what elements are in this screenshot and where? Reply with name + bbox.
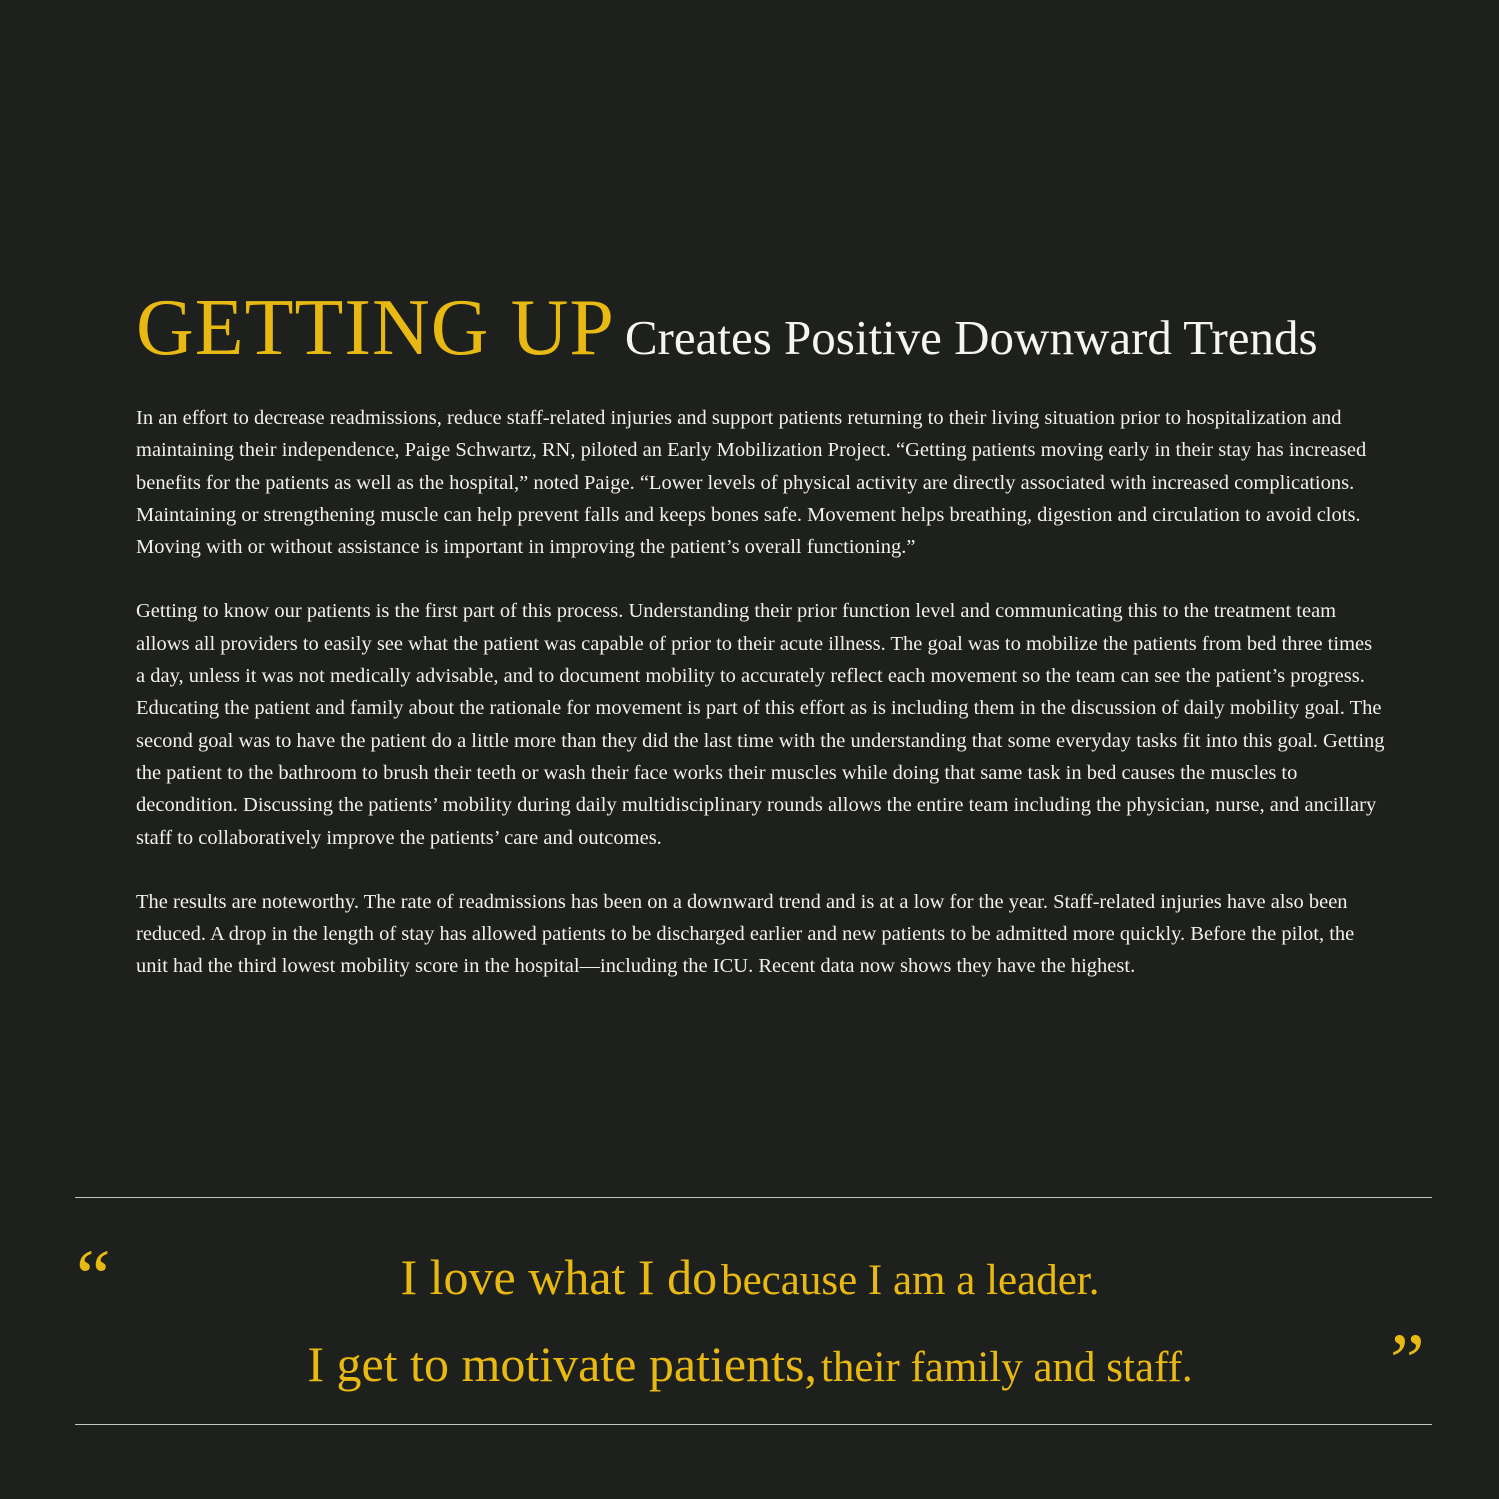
open-quote-icon: “ [76,1233,111,1320]
page-title [136,284,1396,372]
paragraph-intro: In an effort to decrease readmissions, reduce staff-related injuries and support patients returning to their living situation prior to hospitalization and maintaining their independence, Paige Schwartz, RN, piloted an Early Mobilization Project. “Getting patients moving early in their stay has increased benefits for the patients as well as the hospital,” noted Paige. “Lower levels of physical activity are directly associated with increased complications. Maintaining or strengthening muscle can help prevent falls and keeps bones safe. Movement helps breathing, digestion and circulation to avoid clots. Moving with or without assistance is important in improving the patient’s overall functioning.” [136,407,1367,559]
article-body [136,402,1386,983]
pull-quote-line-1 [150,1240,1350,1327]
title-emphasis: GETTING UP [136,284,615,372]
paragraph-process: Getting to know our patients is the first part of this process. Understanding their prior function level and communicating this to the treatment team allows all providers to easily see what the patient was capable of prior to their acute illness. The goal was to mobilize the patients from bed three times a day, unless it was not medically advisable, and to document mobility to accurately reflect each movement so the team can see the patient’s progress. Educating the patient and family about the rationale for movement is part of this effort as is including them in the discussion of daily mobility goal. The second goal was to have the patient do a little more than they did the last time with the understanding that some everyday tasks fit into this goal. Getting the patient to the bathroom to brush their teeth or wash their face works their muscles while doing that same task in bed causes the muscles to decondition. Discussing the patients’ mobility during daily multidisciplinary rounds allows the entire team including the physician, nurse, and ancillary staff to collaboratively improve the patients’ care and outcomes. [136,600,1385,849]
pull-quote-line-2-large: I get to motivate patients, [307,1336,817,1392]
title-subtitle: Creates Positive Downward Trends [624,310,1318,365]
paragraph-results: The results are noteworthy. The rate of readmissions has been on a downward trend and is at a low for the year. Staff-related injuries have also been reduced. A drop in the length of stay has allowed patients to be discharged earlier and new patients to be admitted more quickly. Before the pilot, the unit had the third lowest mobility score in the hospital—including the ICU. Recent data now shows they have the highest. [136,890,1355,978]
close-quote-icon: ” [1390,1317,1425,1404]
pull-quote-line-2 [150,1327,1350,1414]
pull-quote-line-2-small: their family and staff. [820,1344,1193,1391]
divider-top [75,1197,1432,1198]
pull-quote-line-1-small: because I am a leader. [721,1257,1100,1304]
divider-bottom [75,1424,1432,1425]
pull-quote-line-1-large: I love what I do [400,1249,718,1305]
pull-quote [150,1240,1350,1414]
